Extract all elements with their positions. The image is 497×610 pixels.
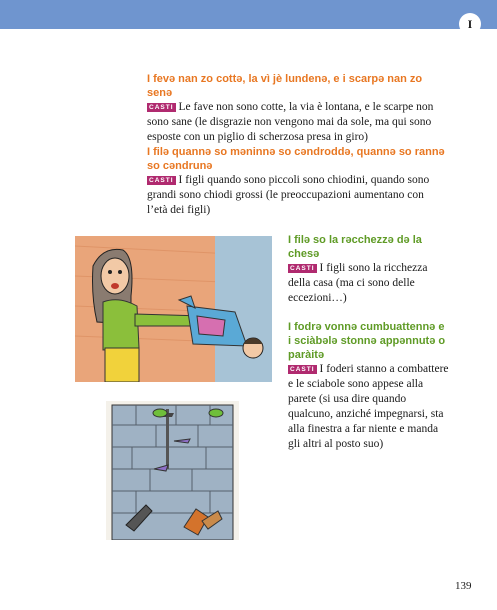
proverb-entry [288, 320, 450, 452]
proverb-dialect-heading: I filə quannə so məninnə so cəndroddə, quannə so rannə so cəndrunə [147, 146, 445, 172]
child-drawing-family [75, 236, 272, 382]
proverb-translation [288, 362, 450, 452]
proverb-translation [147, 173, 445, 218]
dialect-tag: CASTI [149, 104, 174, 111]
proverb-dialect-heading: I fodrə vonnə cumbuattennə e i sciàbələ stonnə appənnutə o paràitə [288, 321, 446, 361]
proverb-translation-text: Le fave non sono cotte, la via è lontana, e le scarpe non sono sane (le disgrazie non vengono mai da sole, ma qui sono esposte con un piglio di scherzosa presa in giro) [147, 101, 434, 143]
proverb-translation-text: I figli sono la ricchezza della casa (ma ci sono delle eccezioni…) [288, 262, 428, 304]
proverb-entry [147, 72, 445, 145]
proverb-translation-text: I foderi stanno a combattere e le sciabole sono appese alla parete (si usa dire quando qualcuno, anziché impegnarsi, sta alla finestra a far niente e manda gli altri al posto suo) [288, 363, 449, 450]
proverb-dialect-heading: I fevə nan zo cottə, la vì jè lundenə, e i scarpə nan zo senə [147, 73, 423, 99]
proverb-entry [147, 145, 445, 218]
child-drawing-castle [106, 401, 239, 540]
proverb-dialect-heading: I filə so la rəcchezzə də la chesə [288, 234, 422, 260]
page-number: 139 [455, 580, 472, 592]
child-drawing-castle-image [106, 401, 239, 540]
dialect-tag: CASTI [290, 265, 315, 272]
proverb-translation [288, 261, 450, 306]
proverb-entry [288, 233, 450, 306]
child-drawing-family-image [75, 236, 272, 382]
section-letter-badge: I [459, 13, 481, 35]
top-color-band [0, 0, 497, 29]
dialect-tag: CASTI [290, 366, 315, 373]
dialect-tag: CASTI [149, 177, 174, 184]
proverb-translation-text: I figli quando sono piccoli sono chiodini, quando sono grandi sono chiodi grossi (le preoccupazioni aumentano con l’età dei figli) [147, 174, 430, 216]
proverb-translation [147, 100, 445, 145]
